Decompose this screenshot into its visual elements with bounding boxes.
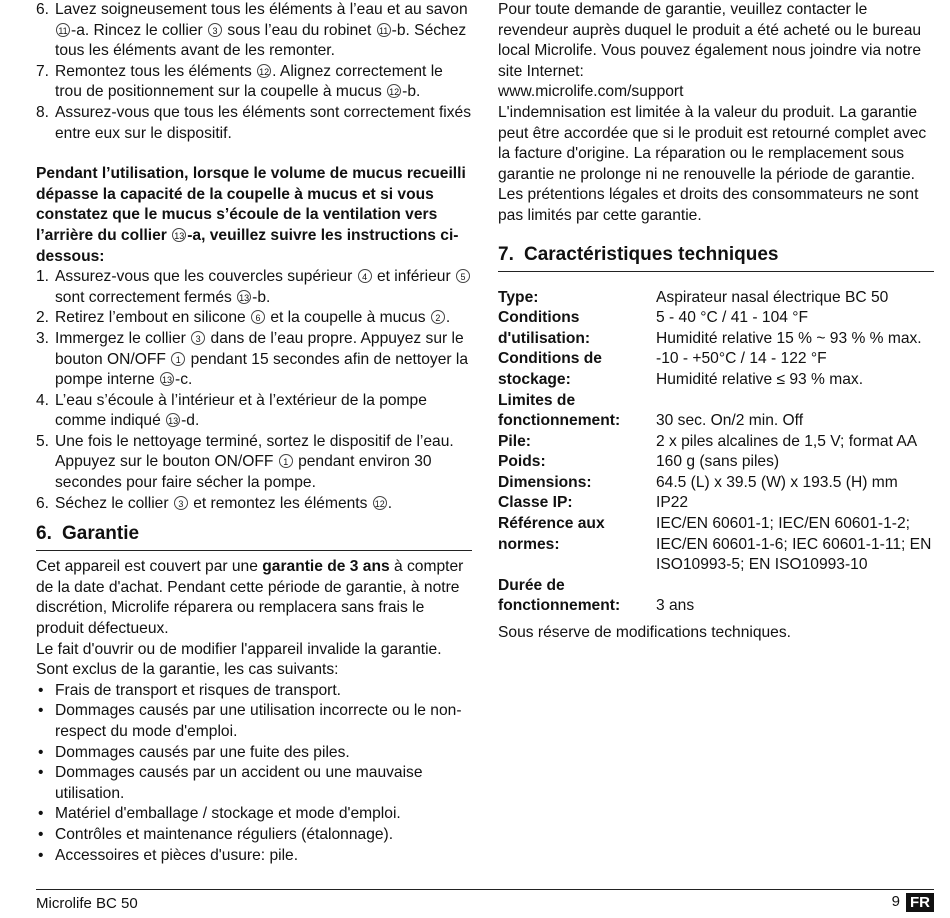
section-7-heading — [498, 243, 934, 272]
spec-row — [498, 473, 943, 494]
figure-ref-13: 13 — [160, 372, 174, 386]
figure-ref-1: 1 — [279, 454, 293, 468]
step-item: 5. Une fois le nettoyage terminé, sortez le dispositif de l’eau. Appuyez sur le bouton ON/OFF 1 pendant environ 30 secondes pour faire sécher la pompe. — [36, 432, 454, 492]
exclusion-item: • Matériel d'emballage / stockage et mode d'emploi. — [36, 804, 472, 825]
step-item: 3. Immergez le collier 3 dans de l’eau propre. Appuyez sur le bouton ON/OFF 1 pendant 15 secondes afin de nettoyer la pompe interne 13 -c. — [36, 329, 469, 389]
spec-value: 2 x piles alcalines de 1,5 V; format AA — [656, 432, 918, 450]
section-7-number: 7. — [498, 243, 514, 265]
language-badge: FR — [906, 893, 934, 912]
reserve-note: Sous réserve de modifications techniques. — [498, 624, 791, 642]
figure-ref-11: 11 — [56, 23, 70, 37]
step-item: 1. Assurez-vous que les couvercles supérieur 4 et inférieur 5 sont correctement fermés 13 -b. — [36, 267, 472, 308]
figure-ref-12: 12 — [373, 496, 387, 510]
spec-value: 64.5 (L) x 39.5 (W) x 193.5 (H) mm — [656, 473, 898, 491]
exclusion-item: • Frais de transport et risques de transport. — [36, 681, 472, 702]
figure-ref-5: 5 — [456, 269, 470, 283]
spec-key: Conditions de stockage: — [498, 350, 602, 388]
spec-value: IP22 — [656, 494, 689, 512]
spec-row — [498, 349, 943, 390]
step-number: 7. — [36, 62, 50, 80]
bold-text: garantie de 3 ans — [262, 558, 390, 576]
step-number: 5. — [36, 432, 50, 450]
figure-ref-11: 11 — [377, 23, 391, 37]
page-number: 9 — [891, 893, 900, 910]
spec-row — [498, 493, 943, 514]
footer-product: Microlife BC 50 — [36, 895, 138, 912]
footer-page-info — [892, 892, 934, 913]
step-number: 4. — [36, 391, 50, 409]
step-number: 8. — [36, 103, 50, 121]
footer-rule — [36, 889, 934, 890]
figure-ref-13: 13 — [237, 290, 251, 304]
step-number: 1. — [36, 268, 50, 286]
spec-value: 160 g (sans piles) — [656, 453, 780, 471]
exclusion-item: • Dommages causés par un accident ou une mauvaise utilisation. — [36, 763, 472, 804]
spec-key: Conditions d'utilisation: — [498, 309, 591, 347]
spec-row — [498, 391, 943, 432]
spec-value: -10 - +50°C / 14 - 122 °F Humidité relative ≤ 93 % max. — [656, 350, 864, 388]
support-url: www.microlife.com/support — [498, 83, 684, 101]
figure-ref-12: 12 — [387, 84, 401, 98]
spec-key: Poids: — [498, 453, 546, 471]
section-6-heading — [36, 522, 472, 551]
step-item: 8. Assurez-vous que tous les éléments sont correctement fixés entre eux sur le dispositif. — [36, 103, 472, 142]
exclusion-item: • Accessoires et pièces d'usure: pile. — [36, 846, 472, 867]
figure-ref-12: 12 — [257, 64, 271, 78]
figure-ref-3: 3 — [191, 331, 205, 345]
section-6-title: Garantie — [62, 523, 140, 545]
step-number: 3. — [36, 329, 50, 347]
specs-table — [498, 288, 943, 618]
step-number: 6. — [36, 1, 50, 18]
warranty-paragraph: Cet appareil est couvert par une garantie de 3 ans à compter de la date d'achat. Pendant cette période de garantie, à notre discrétion, Microlife réparera ou remplacera sans frais le produit défectueux. — [36, 558, 464, 638]
spec-key: Limites de fonctionnement: — [498, 391, 621, 430]
step-item: 2. Retirez l’embout en silicone 6 et la coupelle à mucus 2 . — [36, 308, 472, 329]
overflow-warning: Pendant l’utilisation, lorsque le volume de mucus recueilli dépasse la capacité de la coupelle à mucus et si vous constatez que le mucus s’écoule de la ventilation vers l’arrière du collier 13 -a, veuillez suivre les instructions ci-dessous: — [36, 165, 466, 265]
left-column — [36, 0, 472, 866]
step-number: 2. — [36, 309, 50, 327]
step-item: 6. Lavez soigneusement tous les éléments à l’eau et au savon11 -a. Rincez le collier 3 sous l’eau du robinet 11 -b. Séchez tous les éléments avant de les remonter. — [36, 1, 468, 60]
spec-value: 5 - 40 °C / 41 - 104 °F Humidité relative 15 % ~ 93 % % max. — [656, 309, 922, 347]
figure-ref-4: 4 — [358, 269, 372, 283]
spec-row — [498, 432, 943, 453]
spec-value: 3 ans — [656, 597, 695, 615]
exclusions-intro: Sont exclus de la garantie, les cas suivants: — [36, 661, 339, 679]
spec-value: IEC/EN 60601-1; IEC/EN 60601-1-2; IEC/EN 60601-1-6; IEC 60601-1-11; EN ISO10993-5; EN ISO10993-10 — [656, 515, 932, 574]
figure-ref-3: 3 — [174, 496, 188, 510]
spec-row — [498, 452, 943, 473]
exclusion-item: • Dommages causés par une utilisation incorrecte ou le non-respect du mode d'emploi. — [36, 701, 472, 742]
spec-key: Dimensions: — [498, 473, 592, 491]
right-column — [498, 0, 934, 644]
figure-ref-2: 2 — [431, 310, 445, 324]
figure-ref-13: 13 — [166, 413, 180, 427]
step-item: 6. Séchez le collier 3 et remontez les éléments 12 . — [36, 494, 472, 515]
spec-row — [498, 308, 943, 349]
spec-value: Aspirateur nasal électrique BC 50 — [656, 288, 889, 306]
spec-row — [498, 288, 943, 309]
spec-row — [498, 576, 943, 617]
spec-key: Référence aux normes: — [498, 515, 605, 553]
step-item: 7. Remontez tous les éléments 12 . Alignez correctement le trou de positionnement sur la coupelle à mucus 12 -b. — [36, 62, 443, 101]
step-number: 6. — [36, 494, 50, 512]
spec-key: Type: — [498, 288, 539, 306]
figure-ref-13: 13 — [172, 228, 186, 242]
spec-row — [498, 514, 943, 576]
indemnity-paragraph: L'indemnisation est limitée à la valeur du produit. La garantie peut être accordée que si le produit est retourné complet avec la facture d'origine. La réparation ou le remplacement sous garantie ne prolonge ni ne renouvelle la période de garantie. Les prétentions légales et droits des consommateurs ne sont pas limités par cette garantie. — [498, 103, 927, 224]
pump-cleaning-steps-list — [36, 267, 472, 514]
cleaning-steps-list — [36, 0, 472, 144]
section-6-number: 6. — [36, 523, 52, 545]
section-7-title: Caractéristiques techniques — [524, 243, 779, 265]
figure-ref-1: 1 — [171, 352, 185, 366]
contact-paragraph: Pour toute demande de garantie, veuillez contacter le revendeur auprès duquel le produit a été acheté ou le bureau local Microlife. Vous pouvez également nous joindre via notre site Internet: — [498, 1, 922, 80]
step-item: 4. L’eau s’écoule à l’intérieur et à l’extérieur de la pompe comme indiqué 13 -d. — [36, 391, 427, 430]
exclusion-item: • Dommages causés par une fuite des piles. — [36, 743, 472, 764]
warranty-void-line: Le fait d'ouvrir ou de modifier l'appareil invalide la garantie. — [36, 640, 442, 658]
spec-key: Classe IP: — [498, 494, 573, 512]
figure-ref-6: 6 — [251, 310, 265, 324]
exclusions-list — [36, 681, 472, 866]
spec-key: Durée de fonctionnement: — [498, 576, 621, 615]
spec-value: 30 sec. On/2 min. Off — [656, 412, 804, 430]
spec-key: Pile: — [498, 432, 531, 450]
exclusion-item: • Contrôles et maintenance réguliers (étalonnage). — [36, 825, 472, 846]
figure-ref-3: 3 — [208, 23, 222, 37]
